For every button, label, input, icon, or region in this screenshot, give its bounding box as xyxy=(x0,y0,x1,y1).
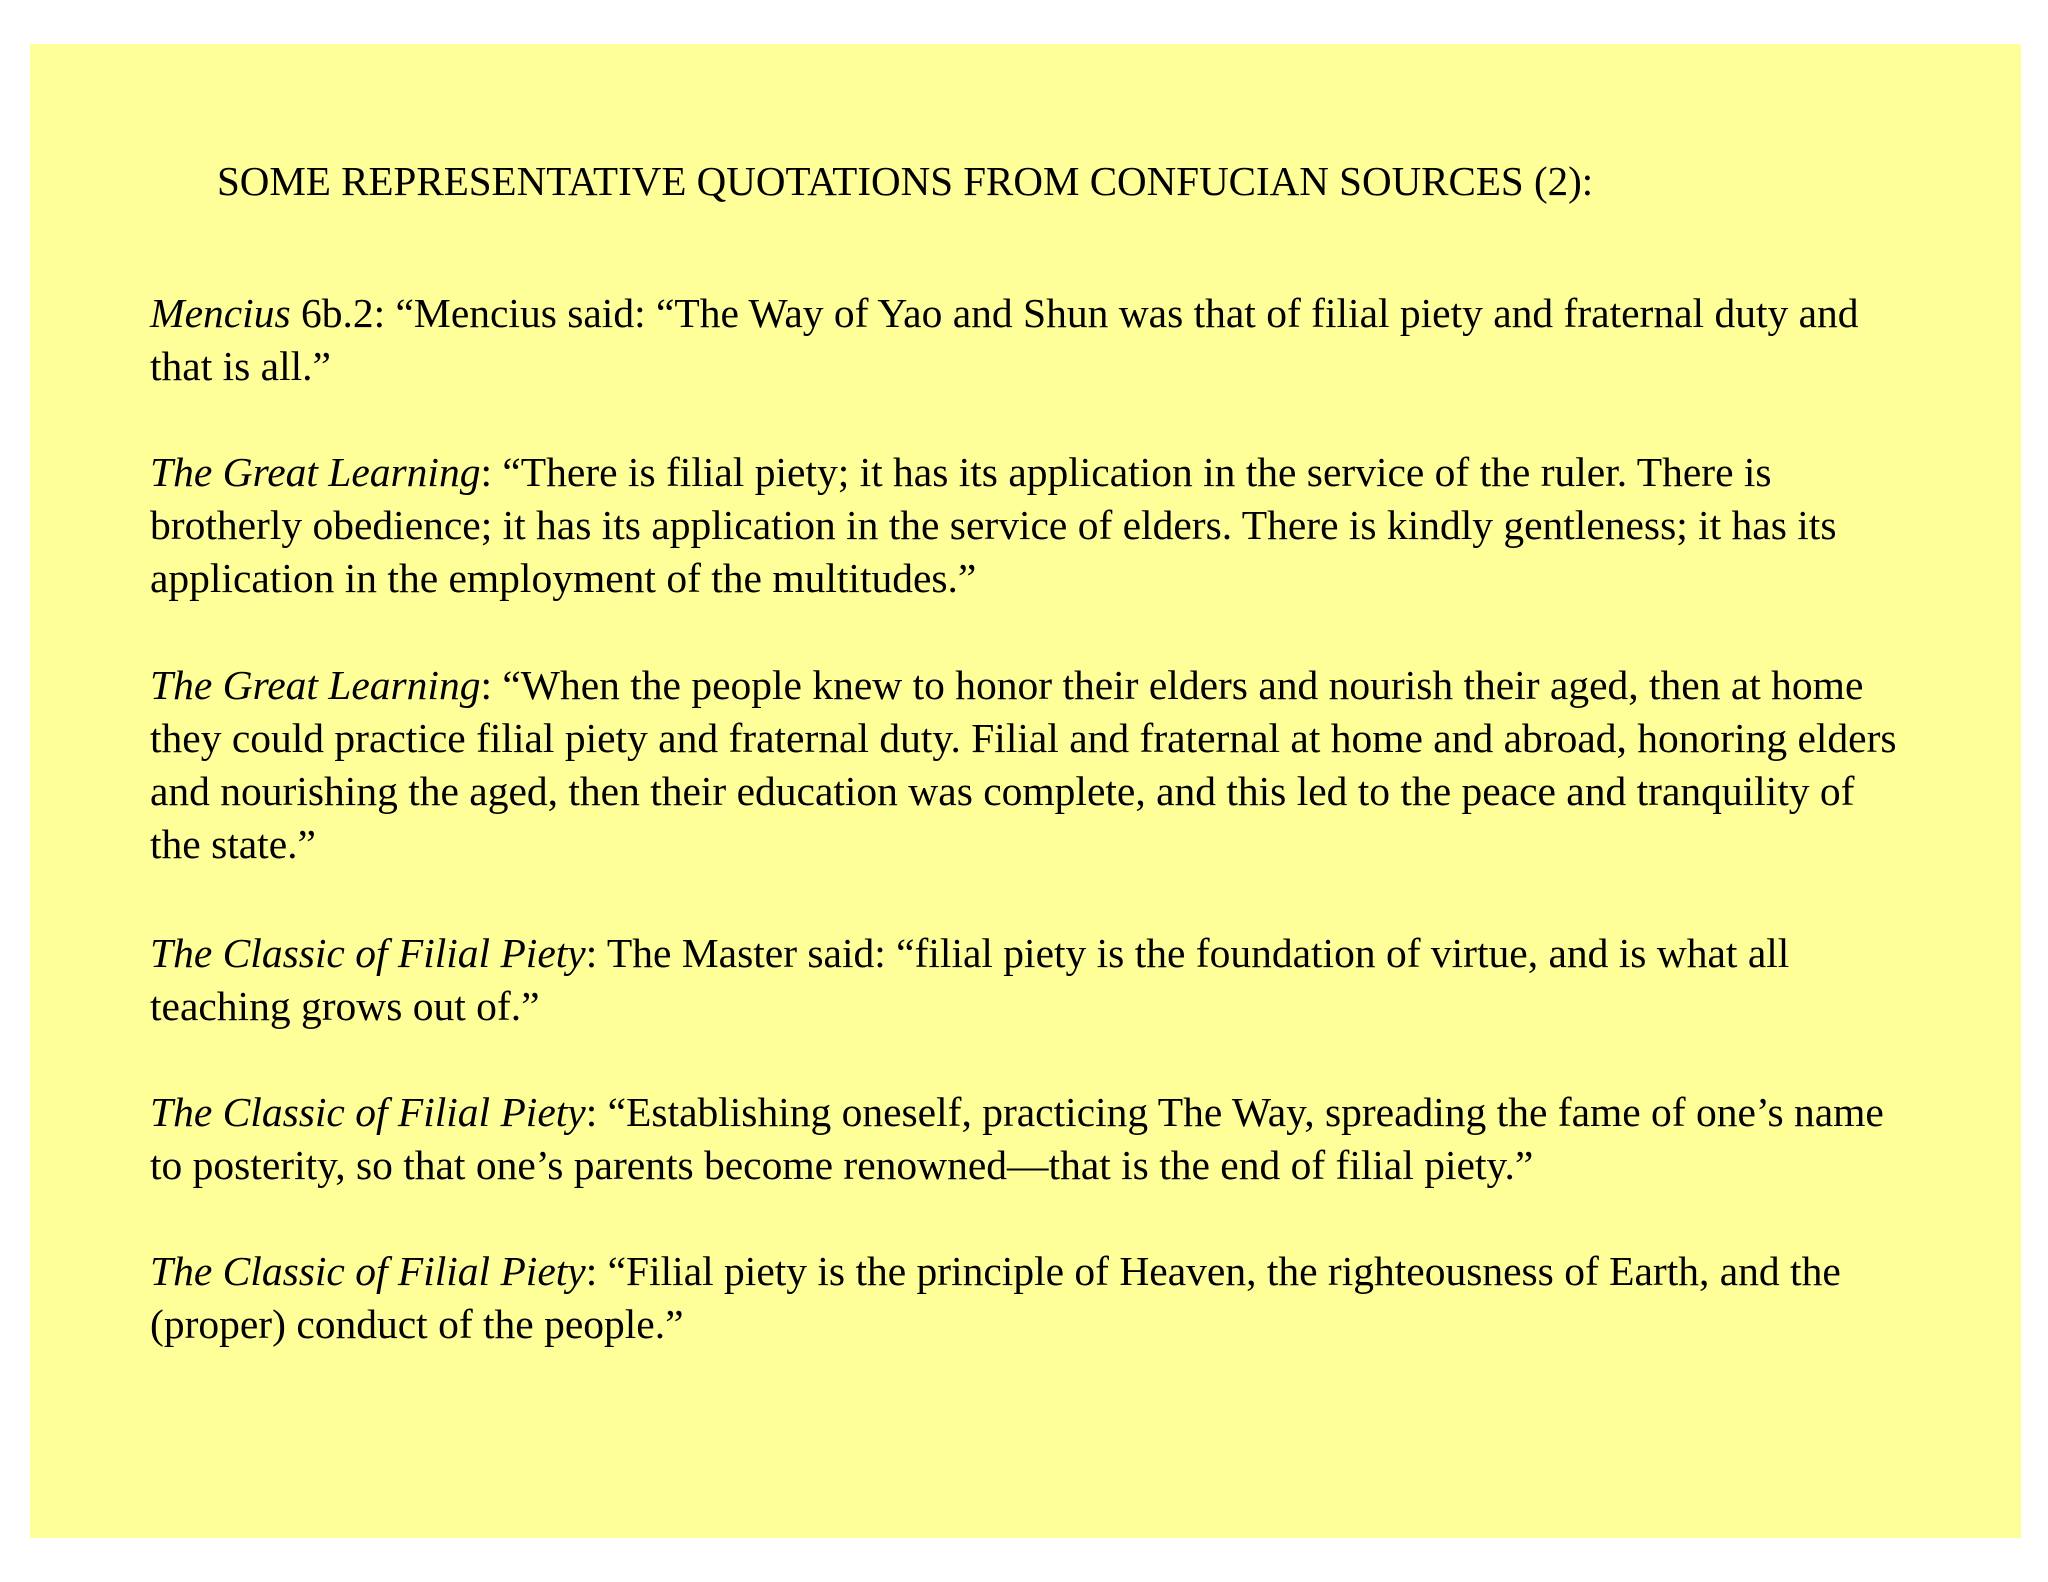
quote-filial-piety-3 xyxy=(150,1245,1910,1351)
quote-mencius xyxy=(150,287,1910,393)
quote-filial-piety-1 xyxy=(150,927,1910,1033)
quote-text: : “When the people knew to honor their elders and nourish their aged, then at home they could practice filial piety and fraternal duty. Filial and fraternal at home and abroad, honoring elders and nourishing the aged, then their education was complete, and this led to the peace and tranquility of the state.” xyxy=(150,662,1897,867)
quote-great-learning-2 xyxy=(150,659,1910,871)
quote-text: : The Master said: “filial piety is the foundation of virtue, and is what all teaching grows out of.” xyxy=(150,930,1790,1029)
slide-title: SOME REPRESENTATIVE QUOTATIONS FROM CONFUCIAN SOURCES (2): xyxy=(217,158,1594,204)
quote-text: 6b.2: “Mencius said: “The Way of Yao and Shun was that of filial piety and fraternal duty and that is all.” xyxy=(150,290,1859,389)
quote-text: : “There is filial piety; it has its application in the service of the ruler. There is brotherly obedience; it has its application in the service of elders. There is kindly gentleness; it has its application in the employment of the multitudes.” xyxy=(150,449,1837,601)
slide xyxy=(30,44,2021,1538)
quote-text: : “Filial piety is the principle of Heaven, the righteousness of Earth, and the (proper) conduct of the people.” xyxy=(150,1248,1841,1347)
quote-source: The Great Learning xyxy=(150,449,481,495)
quote-great-learning-1 xyxy=(150,446,1910,605)
quote-source: Mencius xyxy=(150,290,291,336)
quote-filial-piety-2 xyxy=(150,1086,1910,1192)
quote-source: The Classic of Filial Piety xyxy=(150,1248,586,1294)
quote-source: The Classic of Filial Piety xyxy=(150,930,586,976)
quote-source: The Great Learning xyxy=(150,662,481,708)
quote-source: The Classic of Filial Piety xyxy=(150,1089,586,1135)
quote-text: : “Establishing oneself, practicing The Way, spreading the fame of one’s name to posterity, so that one’s parents become renowned—that is the end of filial piety.” xyxy=(150,1089,1884,1188)
